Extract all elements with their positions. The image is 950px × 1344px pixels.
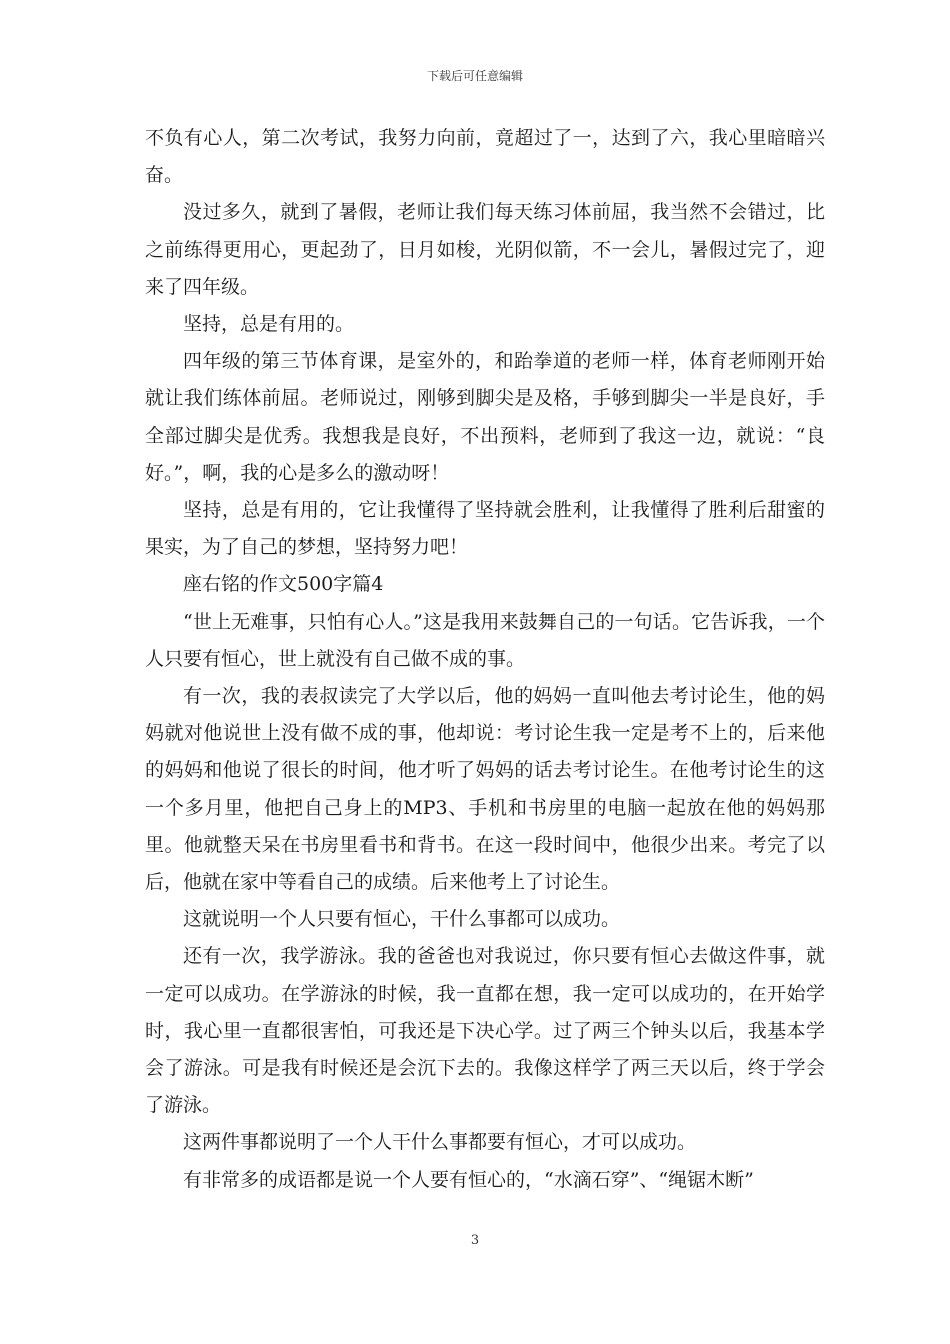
paragraph-8: 有一次，我的表叔读完了大学以后，他的妈妈一直叫他去考讨论生，他的妈妈就对他说世上没有做不成的事，他却说：考讨论生我一定是考不上的，后来他的妈妈和他说了很长的时间，他才听了妈妈的话去考讨论生。在他考讨论生的这一个多月里，他把自己身上的MP3、手机和书房里的电脑一起放在他的妈妈那里。他就整天呆在书房里看书和背书。在这一段时间中，他很少出来。考完了以后，他就在家中等看自己的成绩。后来他考上了讨论生。 — [145, 685, 825, 894]
paragraph-3: 坚持，总是有用的。 — [183, 313, 355, 336]
paragraph-12: 有非常多的成语都是说一个人要有恒心的，“水滴石穿”、“绳锯木断” — [183, 1168, 754, 1191]
paragraph-5: 坚持，总是有用的，它让我懂得了坚持就会胜利，让我懂得了胜利后甜蜜的果实，为了自己的梦想，坚持努力吧！ — [145, 499, 825, 559]
document-body — [145, 120, 825, 1199]
paragraph-2: 没过多久，就到了暑假，老师让我们每天练习体前屈，我当然不会错过，比之前练得更用心，更起劲了，日月如梭，光阴似箭，不一会儿，暑假过完了，迎来了四年级。 — [145, 201, 825, 298]
paragraph-11: 这两件事都说明了一个人干什么事都要有恒心，才可以成功。 — [183, 1131, 697, 1154]
page-number: 3 — [470, 1233, 480, 1248]
paragraph-7: “世上无难事，只怕有心人。”这是我用来鼓舞自己的一句话。它告诉我，一个人只要有恒心，世上就没有自己做不成的事。 — [145, 610, 825, 670]
section-heading: 座右铭的作文500字篇4 — [183, 573, 384, 596]
page-header: 下载后可任意编辑 — [426, 69, 523, 83]
paragraph-1: 不负有心人，第二次考试，我努力向前，竟超过了一，达到了六，我心里暗暗兴奋。 — [145, 127, 825, 187]
paragraph-9: 这就说明一个人只要有恒心，干什么事都可以成功。 — [183, 908, 621, 931]
paragraph-10: 还有一次，我学游泳。我的爸爸也对我说过，你只要有恒心去做这件事，就一定可以成功。在学游泳的时候，我一直都在想，我一定可以成功的，在开始学时，我心里一直都很害怕，可我还是下决心学。过了两三个钟头以后，我基本学会了游泳。可是我有时候还是会沉下去的。我像这样学了两三天以后，终于学会了游泳。 — [145, 945, 825, 1117]
paragraph-4: 四年级的第三节体育课，是室外的，和跆拳道的老师一样，体育老师刚开始就让我们练体前屈。老师说过，刚够到脚尖是及格，手够到脚尖一半是良好，手全部过脚尖是优秀。我想我是良好，不出预料，老师到了我这一边，就说：“良好。”，啊，我的心是多么的激动呀！ — [145, 350, 825, 484]
